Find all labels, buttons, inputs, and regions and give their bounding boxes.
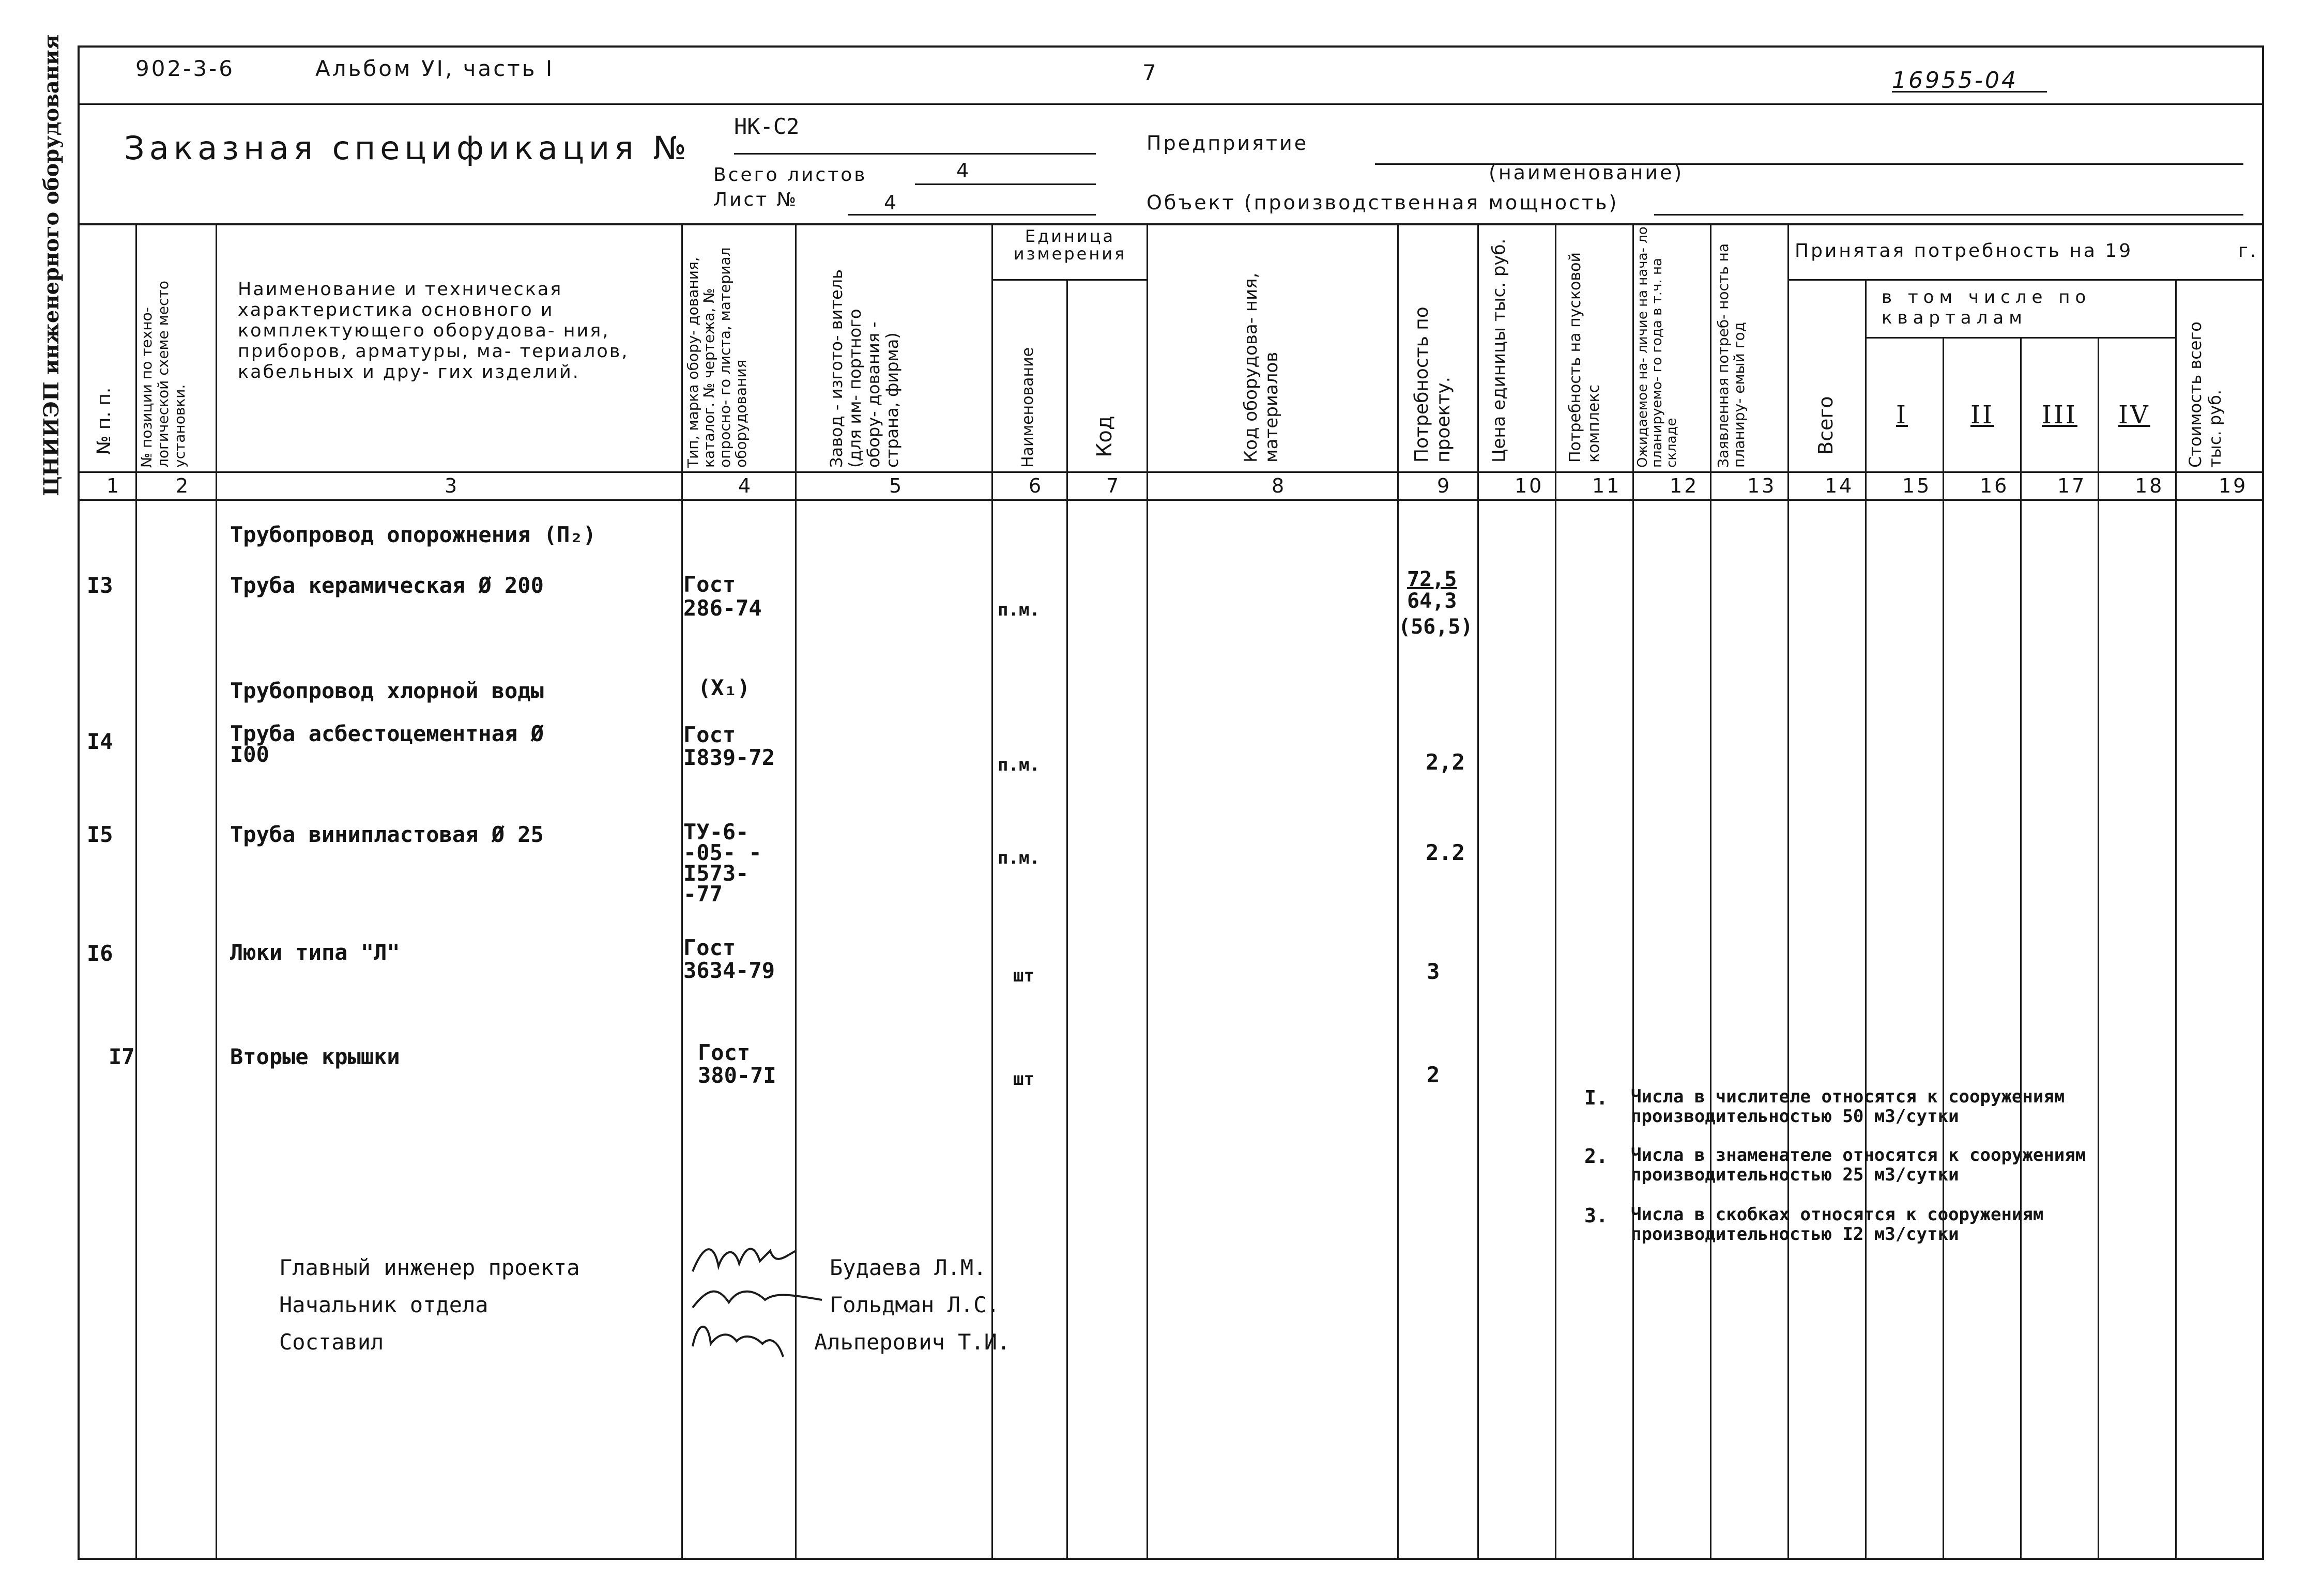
signature-name: Гольдман Л.С. (830, 1292, 1000, 1317)
item-type: Гост 3634-79 (683, 935, 775, 983)
by-quarters-head: в том числе по кварталам (1882, 287, 2091, 328)
item-type: Гост 380-7I (698, 1040, 776, 1088)
item-position: I4 (87, 729, 113, 754)
col-number: 18 (2135, 474, 2164, 497)
col-head-10: Цена единицы тыс. руб. (1489, 238, 1509, 463)
item-position: I3 (87, 573, 113, 598)
item-name: Труба винипластовая Ø 25 (230, 822, 544, 847)
col-head-18: IV (2118, 401, 2150, 429)
item-type: Гост 286-74 (683, 572, 762, 621)
total-sheets-label: Всего листов (713, 164, 867, 186)
col-head-8: Код оборудова- ния, материалов (1241, 272, 1282, 463)
col-number: 15 (1902, 474, 1932, 497)
col-number: 6 (1029, 474, 1044, 497)
item-name: Трубопровод хлорной воды (230, 678, 544, 703)
item-name: Труба асбестоцементная Ø I00 (230, 721, 544, 767)
signature-role: Составил (279, 1329, 384, 1355)
note-text: производительностью 25 м3/сутки (1631, 1164, 1959, 1185)
col-head-12: Ожидаемое на- личие на нача- ло планируемо- го года в т.ч. на складе (1635, 226, 1679, 468)
col-number: 11 (1592, 474, 1622, 497)
enterprise-label: Предприятие (1147, 132, 1309, 155)
item-unit: п.м. (998, 755, 1040, 775)
col-head-6: Наименование (1019, 347, 1037, 468)
item-qty: 2,2 (1426, 749, 1465, 775)
item-position: I5 (87, 822, 113, 847)
object-label: Объект (производственная мощность) (1147, 191, 1619, 214)
header-doc-number: 16955-04 (1892, 67, 2018, 94)
item-name: Труба керамическая Ø 200 (230, 573, 544, 598)
item-unit: п.м. (998, 600, 1040, 620)
note-text: Числа в числителе относятся к сооружениям (1631, 1086, 2065, 1107)
col-head-3: Наименование и техническая характеристика основного и комплектующего оборудова- ния, приборов, арматуры, ма- териалов, кабельных и дру- гих изделий. (238, 279, 629, 382)
signature-name: Альперович Т.И. (814, 1329, 1011, 1355)
item-qty: 2 (1427, 1062, 1440, 1087)
note-text: производительностью 50 м3/сутки (1631, 1106, 1959, 1127)
header-page: 7 (1142, 60, 1158, 85)
item-unit: шт (1013, 1069, 1034, 1089)
col-number: 2 (176, 474, 191, 497)
sheet-value: 4 (884, 191, 899, 214)
item-qty-numerator: 72,5 (1407, 567, 1457, 591)
col-number: 19 (2219, 474, 2248, 497)
handwritten-signature-1 (687, 1235, 806, 1282)
col-number: 13 (1747, 474, 1777, 497)
item-type: Гост I839-72 (683, 722, 775, 770)
col-head-19: Стоимость всего тыс. руб. (2185, 321, 2225, 468)
col-head-13: Заявленная потреб- ность на планиру- емый год (1715, 243, 1748, 468)
item-name: Люки типа "Л" (230, 940, 400, 965)
note-number: 2. (1584, 1145, 1608, 1168)
col-number: 3 (445, 474, 460, 497)
col-head-4: Тип, марка обору- дования, каталог. № чертежа, № опросно- го листа, материал оборудования (684, 247, 750, 468)
col-head-9: Потребность по проекту. (1411, 306, 1454, 463)
col-number: 8 (1272, 474, 1287, 497)
signature-role: Начальник отдела (279, 1292, 488, 1317)
spec-title: Заказная спецификация № (124, 129, 691, 167)
item-type: (Х₁) (698, 675, 751, 700)
col-number: 14 (1825, 474, 1854, 497)
col-number: 17 (2057, 474, 2087, 497)
spec-number: НК-С2 (734, 114, 800, 139)
col-number: 5 (889, 474, 904, 497)
note-number: I. (1584, 1086, 1608, 1109)
signature-name: Будаева Л.М. (830, 1255, 987, 1280)
item-position: I7 (109, 1044, 135, 1069)
item-qty-bracket: (56,5) (1398, 615, 1473, 639)
col-number: 7 (1106, 474, 1121, 497)
handwritten-signature-3 (687, 1315, 791, 1362)
col-number: 10 (1515, 474, 1544, 497)
signature-role: Главный инженер проекта (279, 1255, 580, 1280)
col-head-5: Завод - изгото- витель (для им- портного обору- дования - страна, фирма) (827, 269, 902, 468)
note-text: производительностью I2 м3/сутки (1631, 1224, 1959, 1245)
handwritten-signature-2 (687, 1277, 827, 1318)
item-qty-denominator: 64,3 (1407, 589, 1457, 613)
header-album: Альбом УI, часть I (315, 56, 555, 81)
note-text: Числа в скобках относятся к сооружениям (1631, 1204, 2044, 1225)
unit-group-head: Единица измерения (1013, 226, 1127, 264)
item-qty: 2.2 (1426, 840, 1465, 865)
note-text: Числа в знаменателе относятся к сооружениям (1631, 1145, 2086, 1165)
item-unit: шт (1013, 965, 1034, 986)
name-hint: (наименование) (1489, 161, 1684, 184)
item-name: Вторые крышки (230, 1044, 400, 1069)
col-head-1: № п. п. (94, 387, 115, 455)
header-code: 902-3-6 (135, 56, 235, 81)
sheet-label: Лист № (713, 189, 799, 210)
note-number: 3. (1584, 1204, 1608, 1227)
col-head-15: I (1896, 401, 1908, 429)
item-position: I6 (87, 941, 113, 966)
accepted-year-suffix: г. (2238, 240, 2258, 262)
total-sheets-value: 4 (956, 159, 971, 182)
col-number: 16 (1980, 474, 2009, 497)
item-name: Трубопровод опорожнения (П₂) (230, 522, 597, 547)
col-number: 12 (1670, 474, 1699, 497)
col-head-16: II (1970, 401, 1994, 429)
item-type: ТУ-6- -05- -I573- -77 (683, 819, 762, 907)
col-number: 1 (106, 474, 121, 497)
col-head-7: Код (1093, 416, 1117, 457)
col-number: 4 (738, 474, 753, 497)
col-number: 9 (1437, 474, 1452, 497)
item-qty: 3 (1427, 959, 1440, 984)
accepted-head: Принятая потребность на 19 (1795, 240, 2133, 262)
item-unit: п.м. (998, 848, 1040, 868)
col-head-11: Потребность на пусковой комплекс (1566, 252, 1603, 463)
col-head-2: № позиции по техно- логической схеме место установки. (138, 281, 188, 468)
side-label: ЦНИИЭП инженерного оборудования (39, 34, 64, 496)
col-head-17: III (2042, 401, 2077, 429)
col-head-14: Всего (1814, 396, 1837, 455)
